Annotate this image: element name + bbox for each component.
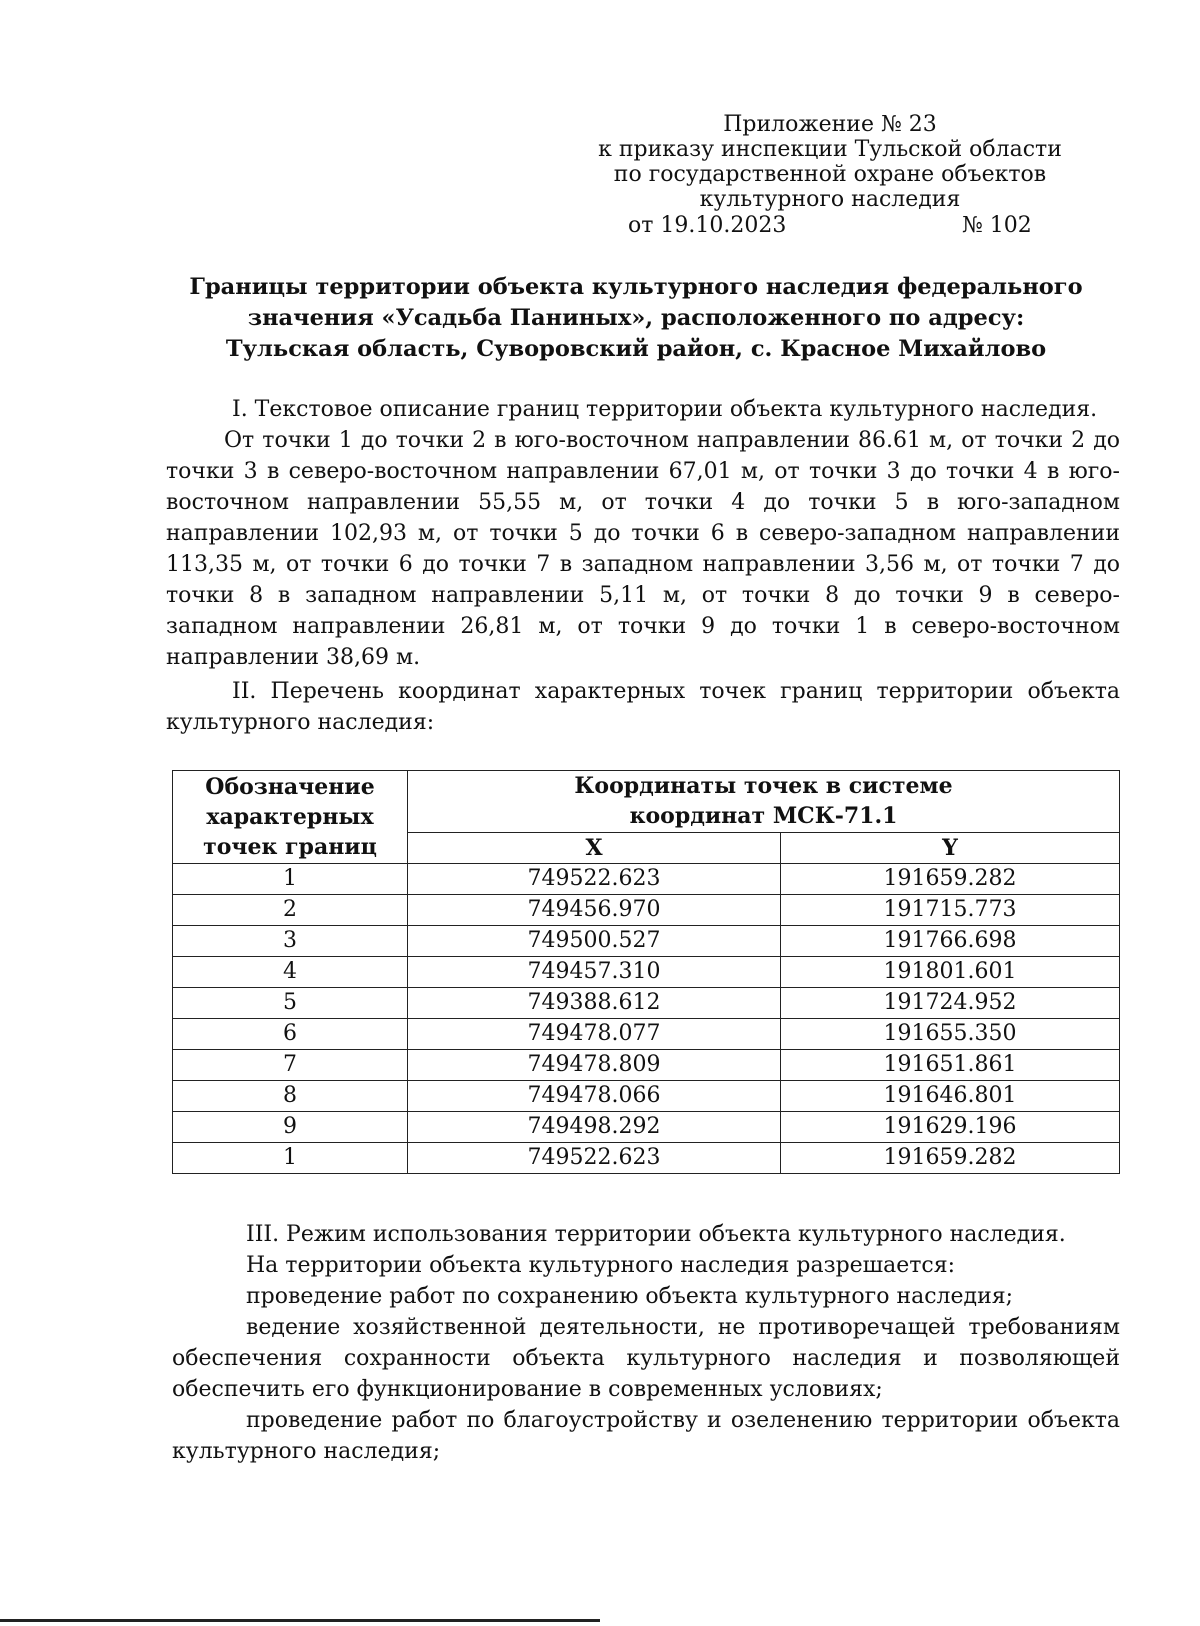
y-cell: 191659.282 xyxy=(781,1143,1120,1174)
appendix-number: № 102 xyxy=(962,213,1032,238)
section3-allowed-intro: На территории объекта культурного наследия разрешается: xyxy=(246,1253,956,1278)
x-cell: 749478.077 xyxy=(408,1019,781,1050)
section2-heading: II. Перечень координат характерных точек границ территории объекта культурного наследия: xyxy=(166,679,1120,735)
x-cell: 749478.809 xyxy=(408,1050,781,1081)
x-cell: 749478.066 xyxy=(408,1081,781,1112)
y-cell: 191651.861 xyxy=(781,1050,1120,1081)
point-cell: 1 xyxy=(173,1143,408,1174)
y-cell: 191646.801 xyxy=(781,1081,1120,1112)
col-coords-header: Координаты точек в системе координат МСК-71.1 xyxy=(408,771,1120,833)
point-cell: 8 xyxy=(173,1081,408,1112)
appendix-line: культурного наследия xyxy=(699,187,961,212)
y-cell: 191715.773 xyxy=(781,895,1120,926)
point-cell: 7 xyxy=(173,1050,408,1081)
section3-heading: III. Режим использования территории объекта культурного наследия. xyxy=(246,1222,1066,1247)
x-cell: 749522.623 xyxy=(408,1143,781,1174)
table-row xyxy=(173,1050,1120,1081)
appendix-block xyxy=(560,112,1100,212)
table-row xyxy=(173,926,1120,957)
section3-item1: проведение работ по сохранению объекта культурного наследия; xyxy=(246,1284,1014,1309)
section3-item3: проведение работ по благоустройству и озеленению территории объекта культурного наследия; xyxy=(172,1408,1120,1464)
table-row xyxy=(173,864,1120,895)
appendix-line: Приложение № 23 xyxy=(723,112,937,137)
x-cell: 749457.310 xyxy=(408,957,781,988)
y-cell: 191655.350 xyxy=(781,1019,1120,1050)
x-cell: 749522.623 xyxy=(408,864,781,895)
appendix-line: по государственной охране объектов xyxy=(613,162,1047,187)
y-cell: 191724.952 xyxy=(781,988,1120,1019)
table-row xyxy=(173,1112,1120,1143)
x-cell: 749456.970 xyxy=(408,895,781,926)
y-cell: 191629.196 xyxy=(781,1112,1120,1143)
x-cell: 749388.612 xyxy=(408,988,781,1019)
section1-text: От точки 1 до точки 2 в юго-восточном направлении 86.61 м, от точки 2 до точки 3 в северо-восточном направлении 67,01 м, от точки 3 до точки 4 в юго-восточном направлении 55,55 м, от точки 4 до точки 5 в юго-западном направлении 102,93 м, от точки 5 до точки 6 в северо-западном направлении 113,35 м, от точки 6 до точки 7 в западном направлении 3,56 м, от точки 7 до точки 8 в западном направлении 5,11 м, от точки 8 до точки 9 в северо-западном направлении 26,81 м, от точки 9 до точки 1 в северо-восточном направлении 38,69 м. xyxy=(166,428,1120,670)
coordinates-table xyxy=(172,770,1120,1174)
col-x-header: X xyxy=(408,832,781,863)
document-title xyxy=(166,272,1106,365)
x-cell: 749498.292 xyxy=(408,1112,781,1143)
table-row xyxy=(173,988,1120,1019)
table-row xyxy=(173,957,1120,988)
point-cell: 5 xyxy=(173,988,408,1019)
point-cell: 4 xyxy=(173,957,408,988)
x-cell: 749500.527 xyxy=(408,926,781,957)
y-cell: 191801.601 xyxy=(781,957,1120,988)
table-row xyxy=(173,1081,1120,1112)
point-cell: 6 xyxy=(173,1019,408,1050)
table-row xyxy=(173,1019,1120,1050)
point-cell: 9 xyxy=(173,1112,408,1143)
col-designation-header: Обозначение характерных точек границ xyxy=(173,771,408,864)
title-line: значения «Усадьба Паниных», расположенного по адресу: xyxy=(247,305,1025,331)
title-line: Тульская область, Суворовский район, с. Красное Михайлово xyxy=(225,336,1047,362)
appendix-line: к приказу инспекции Тульской области xyxy=(598,137,1062,162)
table-row xyxy=(173,895,1120,926)
bottom-rule xyxy=(0,1619,600,1622)
y-cell: 191659.282 xyxy=(781,864,1120,895)
y-cell: 191766.698 xyxy=(781,926,1120,957)
table-row xyxy=(173,1143,1120,1174)
col-y-header: Y xyxy=(781,832,1120,863)
section1-heading: I. Текстовое описание границ территории объекта культурного наследия. xyxy=(232,397,1098,422)
point-cell: 1 xyxy=(173,864,408,895)
section3-item2: ведение хозяйственной деятельности, не противоречащей требованиям обеспечения сохранности объекта культурного наследия и позволяющей обеспечить его функционирование в современных условиях; xyxy=(172,1315,1120,1402)
title-line: Границы территории объекта культурного наследия федерального xyxy=(189,274,1083,300)
point-cell: 2 xyxy=(173,895,408,926)
point-cell: 3 xyxy=(173,926,408,957)
appendix-date: от 19.10.2023 xyxy=(628,213,787,238)
